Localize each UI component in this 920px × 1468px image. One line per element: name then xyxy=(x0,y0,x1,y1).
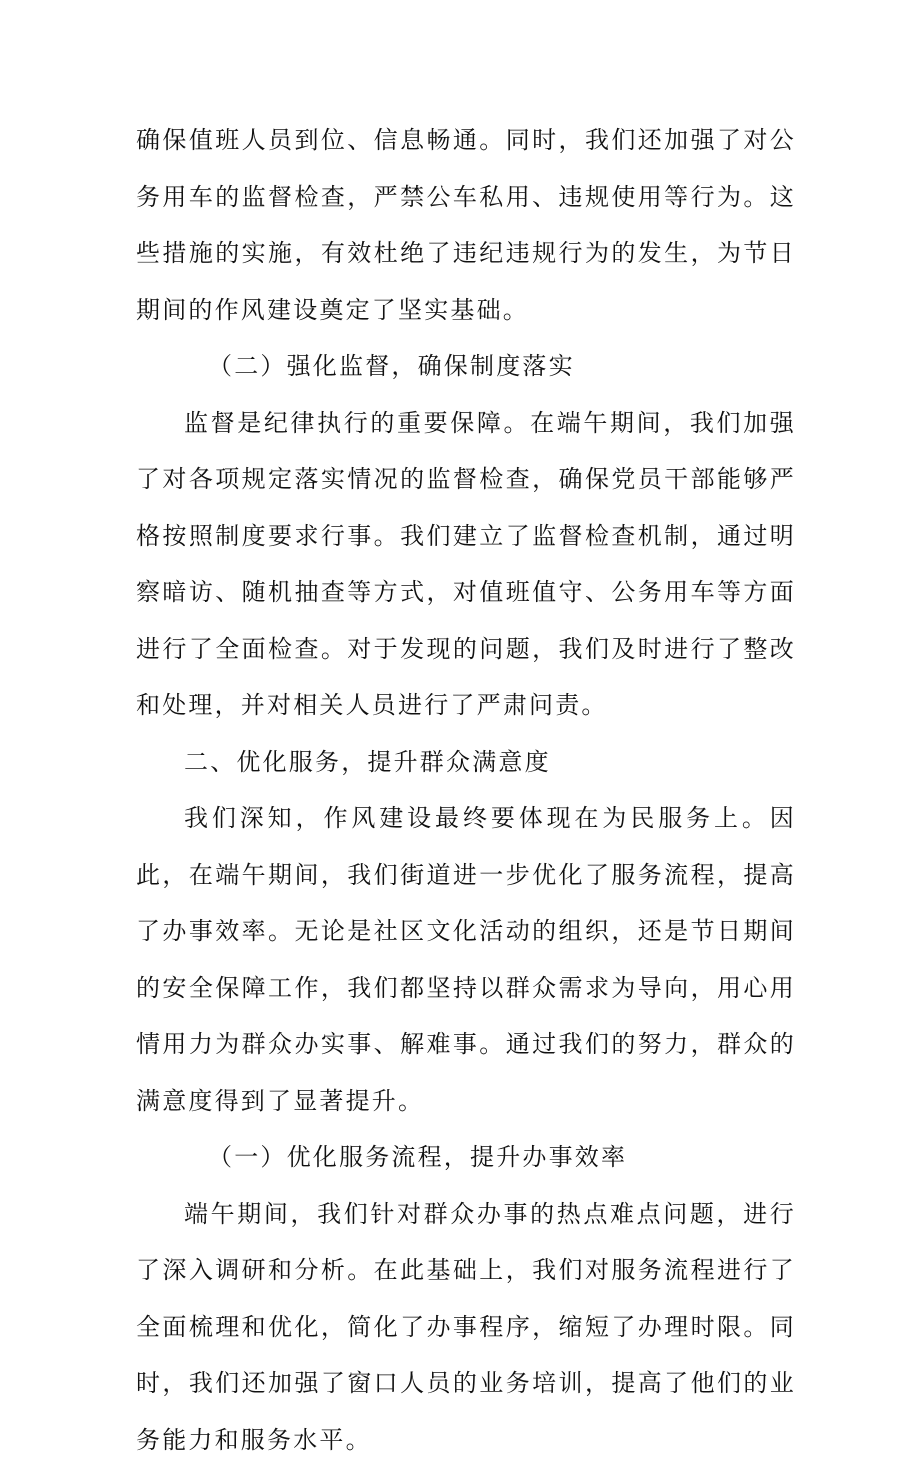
subheading-optimize-process: （一）优化服务流程，提升办事效率 xyxy=(136,1129,796,1186)
paragraph-service: 我们深知，作风建设最终要体现在为民服务上。因此，在端午期间，我们街道进一步优化了服务流程，提高了办事效率。无论是社区文化活动的组织，还是节日期间的安全保障工作，我们都坚持以群众需求为导向，用心用情用力为群众办实事、解难事。通过我们的努力，群众的满意度得到了显著提升。 xyxy=(136,790,796,1129)
heading-optimize-service: 二、优化服务，提升群众满意度 xyxy=(136,734,796,791)
paragraph-process: 端午期间，我们针对群众办事的热点难点问题，进行了深入调研和分析。在此基础上，我们对服务流程进行了全面梳理和优化，简化了办事程序，缩短了办理时限。同时，我们还加强了窗口人员的业务培训，提高了他们的业务能力和服务水平。 xyxy=(136,1186,796,1468)
paragraph-supervision: 监督是纪律执行的重要保障。在端午期间，我们加强了对各项规定落实情况的监督检查，确保党员干部能够严格按照制度要求行事。我们建立了监督检查机制，通过明察暗访、随机抽查等方式，对值班值守、公务用车等方面进行了全面检查。对于发现的问题，我们及时进行了整改和处理，并对相关人员进行了严肃问责。 xyxy=(136,395,796,734)
document-page xyxy=(136,112,796,1468)
subheading-strengthen-supervision: （二）强化监督，确保制度落实 xyxy=(136,338,796,395)
paragraph-continuation: 确保值班人员到位、信息畅通。同时，我们还加强了对公务用车的监督检查，严禁公车私用、违规使用等行为。这些措施的实施，有效杜绝了违纪违规行为的发生，为节日期间的作风建设奠定了坚实基础。 xyxy=(136,112,796,338)
